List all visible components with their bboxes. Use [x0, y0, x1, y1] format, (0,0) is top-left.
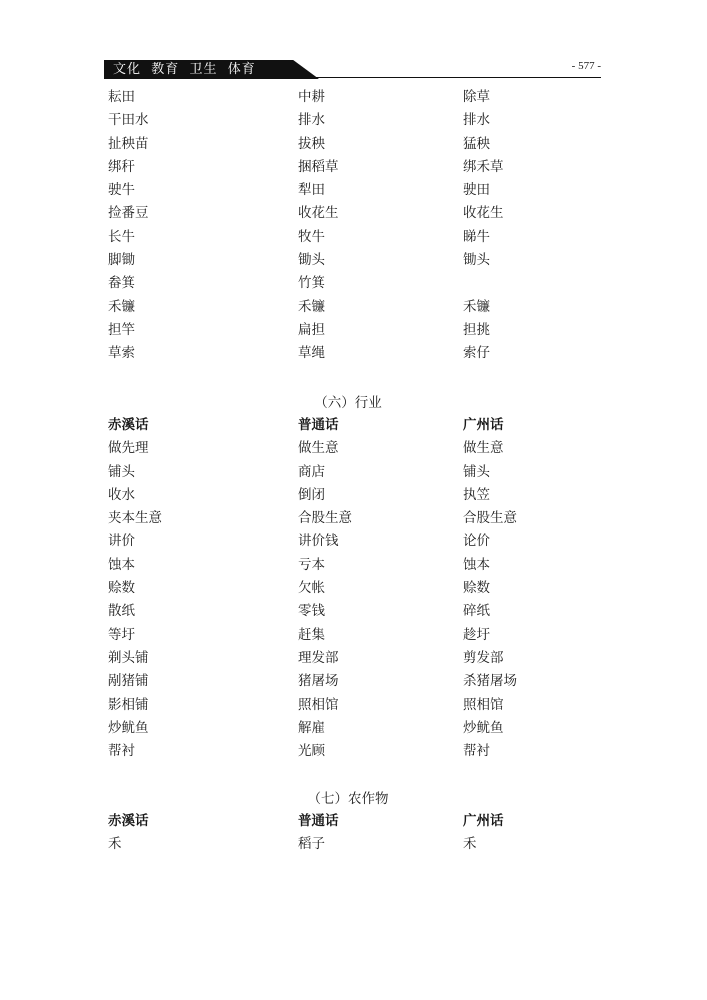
column-header: 赤溪话 — [108, 417, 149, 433]
table-row — [108, 461, 588, 484]
table-cell: 捡番豆 — [108, 205, 149, 222]
table-cell: 论价 — [463, 533, 490, 550]
table-row — [108, 296, 588, 319]
table-cell: 讲价钱 — [298, 533, 339, 550]
table-header-row — [108, 414, 588, 437]
table-cell: 合股生意 — [298, 510, 352, 527]
crops-vocabulary-table — [108, 810, 588, 857]
table-cell: 零钱 — [298, 603, 325, 620]
table-cell: 剪发部 — [463, 649, 504, 666]
table-cell: 蚀本 — [463, 556, 490, 573]
table-cell: 商店 — [298, 463, 325, 480]
table-row — [108, 670, 588, 693]
table-row — [108, 133, 588, 156]
table-row — [108, 179, 588, 202]
table-cell: 排水 — [298, 112, 325, 129]
table-cell: 拔秧 — [298, 135, 325, 152]
page-header — [104, 60, 601, 80]
table-cell: 做生意 — [463, 440, 504, 457]
table-row — [108, 717, 588, 740]
table-row — [108, 437, 588, 460]
table-cell: 禾镰 — [108, 298, 135, 315]
header-category: 文化 教育 卫生 体育 — [113, 62, 256, 77]
table-cell: 趁圩 — [463, 626, 490, 643]
table-cell: 倒闭 — [298, 486, 325, 503]
table-row — [108, 600, 588, 623]
table-cell: 夹本生意 — [108, 510, 162, 527]
table-cell: 排水 — [463, 112, 490, 129]
table-row — [108, 109, 588, 132]
table-cell: 照相馆 — [463, 696, 504, 713]
table-cell: 驶田 — [463, 182, 490, 199]
farming-vocabulary-table — [108, 86, 588, 366]
table-cell: 炒鱿鱼 — [463, 719, 504, 736]
table-cell: 炒鱿鱼 — [108, 719, 149, 736]
table-cell: 赊数 — [108, 580, 135, 597]
table-cell: 杀猪屠场 — [463, 673, 517, 690]
table-row — [108, 833, 588, 856]
table-cell: 帮衬 — [463, 743, 490, 760]
column-header: 普通话 — [298, 417, 339, 433]
table-cell: 散纸 — [108, 603, 135, 620]
table-cell: 做生意 — [298, 440, 339, 457]
table-cell: 碎纸 — [463, 603, 490, 620]
table-cell: 猪屠场 — [298, 673, 339, 690]
table-cell: 锄头 — [463, 252, 490, 269]
table-row — [108, 272, 588, 295]
table-cell: 竹箕 — [298, 275, 325, 292]
table-row — [108, 342, 588, 365]
column-header: 赤溪话 — [108, 813, 149, 829]
table-cell: 猛秧 — [463, 135, 490, 152]
table-cell: 扯秧苗 — [108, 135, 149, 152]
table-row — [108, 249, 588, 272]
table-cell: 干田水 — [108, 112, 149, 129]
section-title-trade: （六）行业 — [314, 395, 382, 411]
table-cell: 畚箕 — [108, 275, 135, 292]
table-cell: 禾镰 — [463, 298, 490, 315]
table-cell: 收水 — [108, 486, 135, 503]
table-cell: 剐猪铺 — [108, 673, 149, 690]
table-cell: 照相馆 — [298, 696, 339, 713]
table-row — [108, 202, 588, 225]
table-row — [108, 624, 588, 647]
table-row — [108, 530, 588, 553]
table-cell: 除草 — [463, 89, 490, 105]
table-header-row — [108, 810, 588, 833]
table-row — [108, 484, 588, 507]
table-cell: 欠帐 — [298, 580, 325, 597]
table-cell: 绑秆 — [108, 158, 135, 175]
table-cell: 捆稻草 — [298, 158, 339, 175]
table-cell: 铺头 — [463, 463, 490, 480]
table-cell: 睇牛 — [463, 228, 490, 245]
table-cell: 蚀本 — [108, 556, 135, 573]
table-cell: 索仔 — [463, 345, 490, 362]
table-row — [108, 156, 588, 179]
table-cell: 长牛 — [108, 228, 135, 245]
table-cell: 担挑 — [463, 321, 490, 338]
table-row — [108, 554, 588, 577]
column-header: 广州话 — [463, 417, 504, 433]
table-cell: 扁担 — [298, 321, 325, 338]
table-cell: 锄头 — [298, 252, 325, 269]
table-cell: 赊数 — [463, 580, 490, 597]
column-header: 普通话 — [298, 813, 339, 829]
table-cell: 耘田 — [108, 89, 135, 105]
page-number: - 577 - — [571, 60, 601, 72]
section-title-crops: （七）农作物 — [307, 791, 389, 807]
trade-vocabulary-table — [108, 414, 588, 763]
table-cell: 剃头铺 — [108, 649, 149, 666]
table-row — [108, 507, 588, 530]
table-cell: 解雇 — [298, 719, 325, 736]
table-cell: 稻子 — [298, 836, 325, 853]
table-cell: 草绳 — [298, 345, 325, 362]
table-cell: 担竿 — [108, 321, 135, 338]
table-cell: 赶集 — [298, 626, 325, 643]
table-cell: 影相铺 — [108, 696, 149, 713]
table-row — [108, 86, 588, 109]
table-cell: 讲价 — [108, 533, 135, 550]
table-cell: 做先理 — [108, 440, 149, 457]
table-cell: 合股生意 — [463, 510, 517, 527]
table-cell: 执笠 — [463, 486, 490, 503]
table-cell: 帮衬 — [108, 743, 135, 760]
table-cell: 等圩 — [108, 626, 135, 643]
table-row — [108, 647, 588, 670]
table-cell: 亏本 — [298, 556, 325, 573]
table-cell: 草索 — [108, 345, 135, 362]
table-cell: 驶牛 — [108, 182, 135, 199]
table-cell: 犁田 — [298, 182, 325, 199]
table-cell: 绑禾草 — [463, 158, 504, 175]
table-cell: 收花生 — [463, 205, 504, 222]
table-row — [108, 577, 588, 600]
table-cell: 收花生 — [298, 205, 339, 222]
table-row — [108, 319, 588, 342]
table-cell: 铺头 — [108, 463, 135, 480]
table-cell: 禾 — [108, 836, 122, 853]
column-header: 广州话 — [463, 813, 504, 829]
table-row — [108, 694, 588, 717]
table-cell: 脚锄 — [108, 252, 135, 269]
table-cell: 中耕 — [298, 89, 325, 105]
table-cell: 理发部 — [298, 649, 339, 666]
table-row — [108, 226, 588, 249]
table-cell: 光顾 — [298, 743, 325, 760]
table-cell: 牧牛 — [298, 228, 325, 245]
table-row — [108, 740, 588, 763]
table-cell: 禾 — [463, 836, 477, 853]
table-cell: 禾镰 — [298, 298, 325, 315]
